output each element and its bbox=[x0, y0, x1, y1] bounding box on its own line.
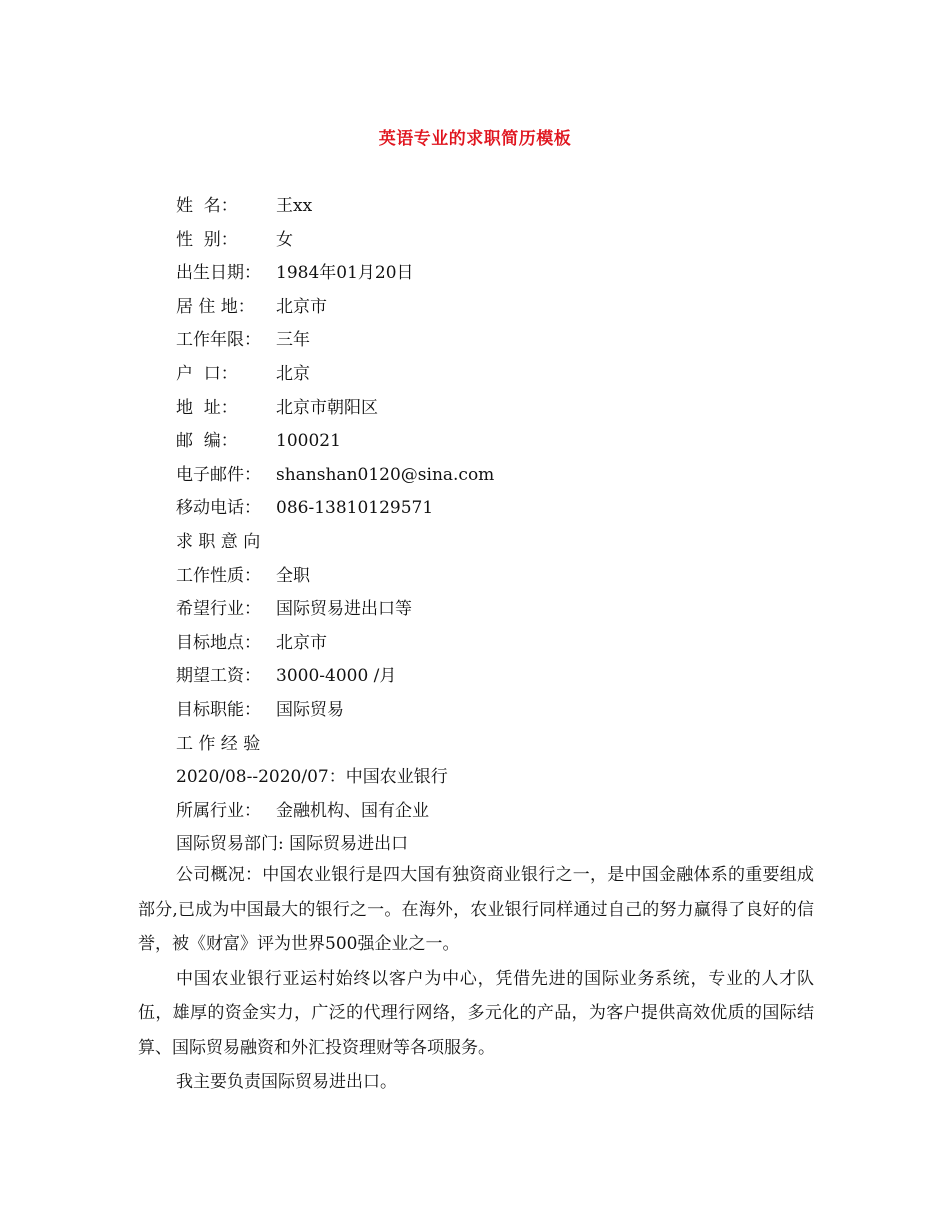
responsibility-paragraph: 我主要负责国际贸易进出口。 bbox=[176, 1072, 397, 1092]
info-label: 户 口： bbox=[176, 363, 238, 384]
info-row-industry bbox=[176, 795, 826, 829]
info-row-address bbox=[176, 392, 826, 426]
branch-description-paragraph: 中国农业银行亚运村始终以客户为中心，凭借先进的国际业务系统，专业的人才队伍，雄厚的资金实力，广泛的代理行网络，多元化的产品，为客户提供高效优质的国际结算、国际贸易融资和外汇投资理财等各项服务。 bbox=[138, 968, 814, 1058]
info-value: 北京市 bbox=[276, 632, 327, 653]
info-label: 目标地点： bbox=[176, 632, 261, 653]
info-row-expected-salary bbox=[176, 660, 826, 694]
section-heading-job-intention: 求 职 意 向 bbox=[176, 531, 261, 552]
info-row-target-location bbox=[176, 627, 826, 661]
info-value: 女 bbox=[276, 229, 293, 250]
info-value: 国际贸易 bbox=[276, 699, 344, 720]
info-label: 移动电话： bbox=[176, 498, 261, 519]
info-label: 出生日期： bbox=[176, 263, 261, 284]
info-value: 金融机构、国有企业 bbox=[276, 800, 429, 821]
info-value: 北京市 bbox=[276, 296, 327, 317]
info-row-mobile bbox=[176, 492, 826, 526]
info-label: 目标职能： bbox=[176, 699, 261, 720]
info-row-birthdate bbox=[176, 257, 826, 291]
work-period-line: 2020/08--2020/07：中国农业银行 bbox=[176, 767, 448, 788]
info-label: 居 住 地： bbox=[176, 296, 255, 317]
email-value: shanshan0120@sina.com bbox=[276, 464, 495, 485]
info-label: 工作性质： bbox=[176, 565, 261, 586]
info-value: 1984年01月20日 bbox=[276, 263, 414, 284]
info-row-desired-industry bbox=[176, 593, 826, 627]
info-label: 工作年限： bbox=[176, 330, 261, 351]
info-value: 100021 bbox=[276, 431, 341, 452]
info-label: 姓 名： bbox=[176, 196, 238, 216]
info-value: 北京 bbox=[276, 363, 310, 384]
section-heading-work-experience: 工 作 经 验 bbox=[176, 733, 261, 754]
info-row-hukou bbox=[176, 358, 826, 392]
info-label: 性 别： bbox=[176, 229, 238, 250]
info-label: 期望工资： bbox=[176, 666, 261, 687]
info-row-name bbox=[176, 190, 826, 224]
info-row-target-function bbox=[176, 694, 826, 728]
info-label: 所属行业： bbox=[176, 800, 261, 821]
phone-value: 086-13810129571 bbox=[276, 498, 434, 519]
info-label: 邮 编： bbox=[176, 431, 238, 452]
info-row-email bbox=[176, 459, 826, 493]
info-label: 电子邮件： bbox=[176, 464, 261, 485]
company-overview-paragraph: 公司概况：中国农业银行是四大国有独资商业银行之一，是中国金融体系的重要组成部分,已成为中国最大的银行之一。在海外，农业银行同样通过自己的努力赢得了良好的信誉，被《财富》评为世界500强企业之一。 bbox=[138, 865, 814, 954]
info-row-gender bbox=[176, 224, 826, 258]
department-line: 国际贸易部门: 国际贸易进出口 bbox=[176, 834, 409, 855]
info-label: 希望行业： bbox=[176, 599, 261, 620]
info-value: 3000-4000 /月 bbox=[276, 666, 397, 687]
info-value: 国际贸易进出口等 bbox=[276, 599, 412, 620]
resume-info-list bbox=[176, 190, 826, 862]
info-value: 王xx bbox=[276, 196, 313, 216]
info-value: 北京市朝阳区 bbox=[276, 397, 378, 418]
info-row-postcode bbox=[176, 425, 826, 459]
document-title: 英语专业的求职简历模板 bbox=[378, 129, 572, 149]
info-row-work-years bbox=[176, 324, 826, 358]
info-value: 全职 bbox=[276, 565, 310, 586]
info-row-residence bbox=[176, 291, 826, 325]
info-value: 三年 bbox=[276, 330, 310, 351]
info-label: 地 址： bbox=[176, 397, 238, 418]
work-description bbox=[138, 858, 814, 1100]
info-row-job-type bbox=[176, 560, 826, 594]
